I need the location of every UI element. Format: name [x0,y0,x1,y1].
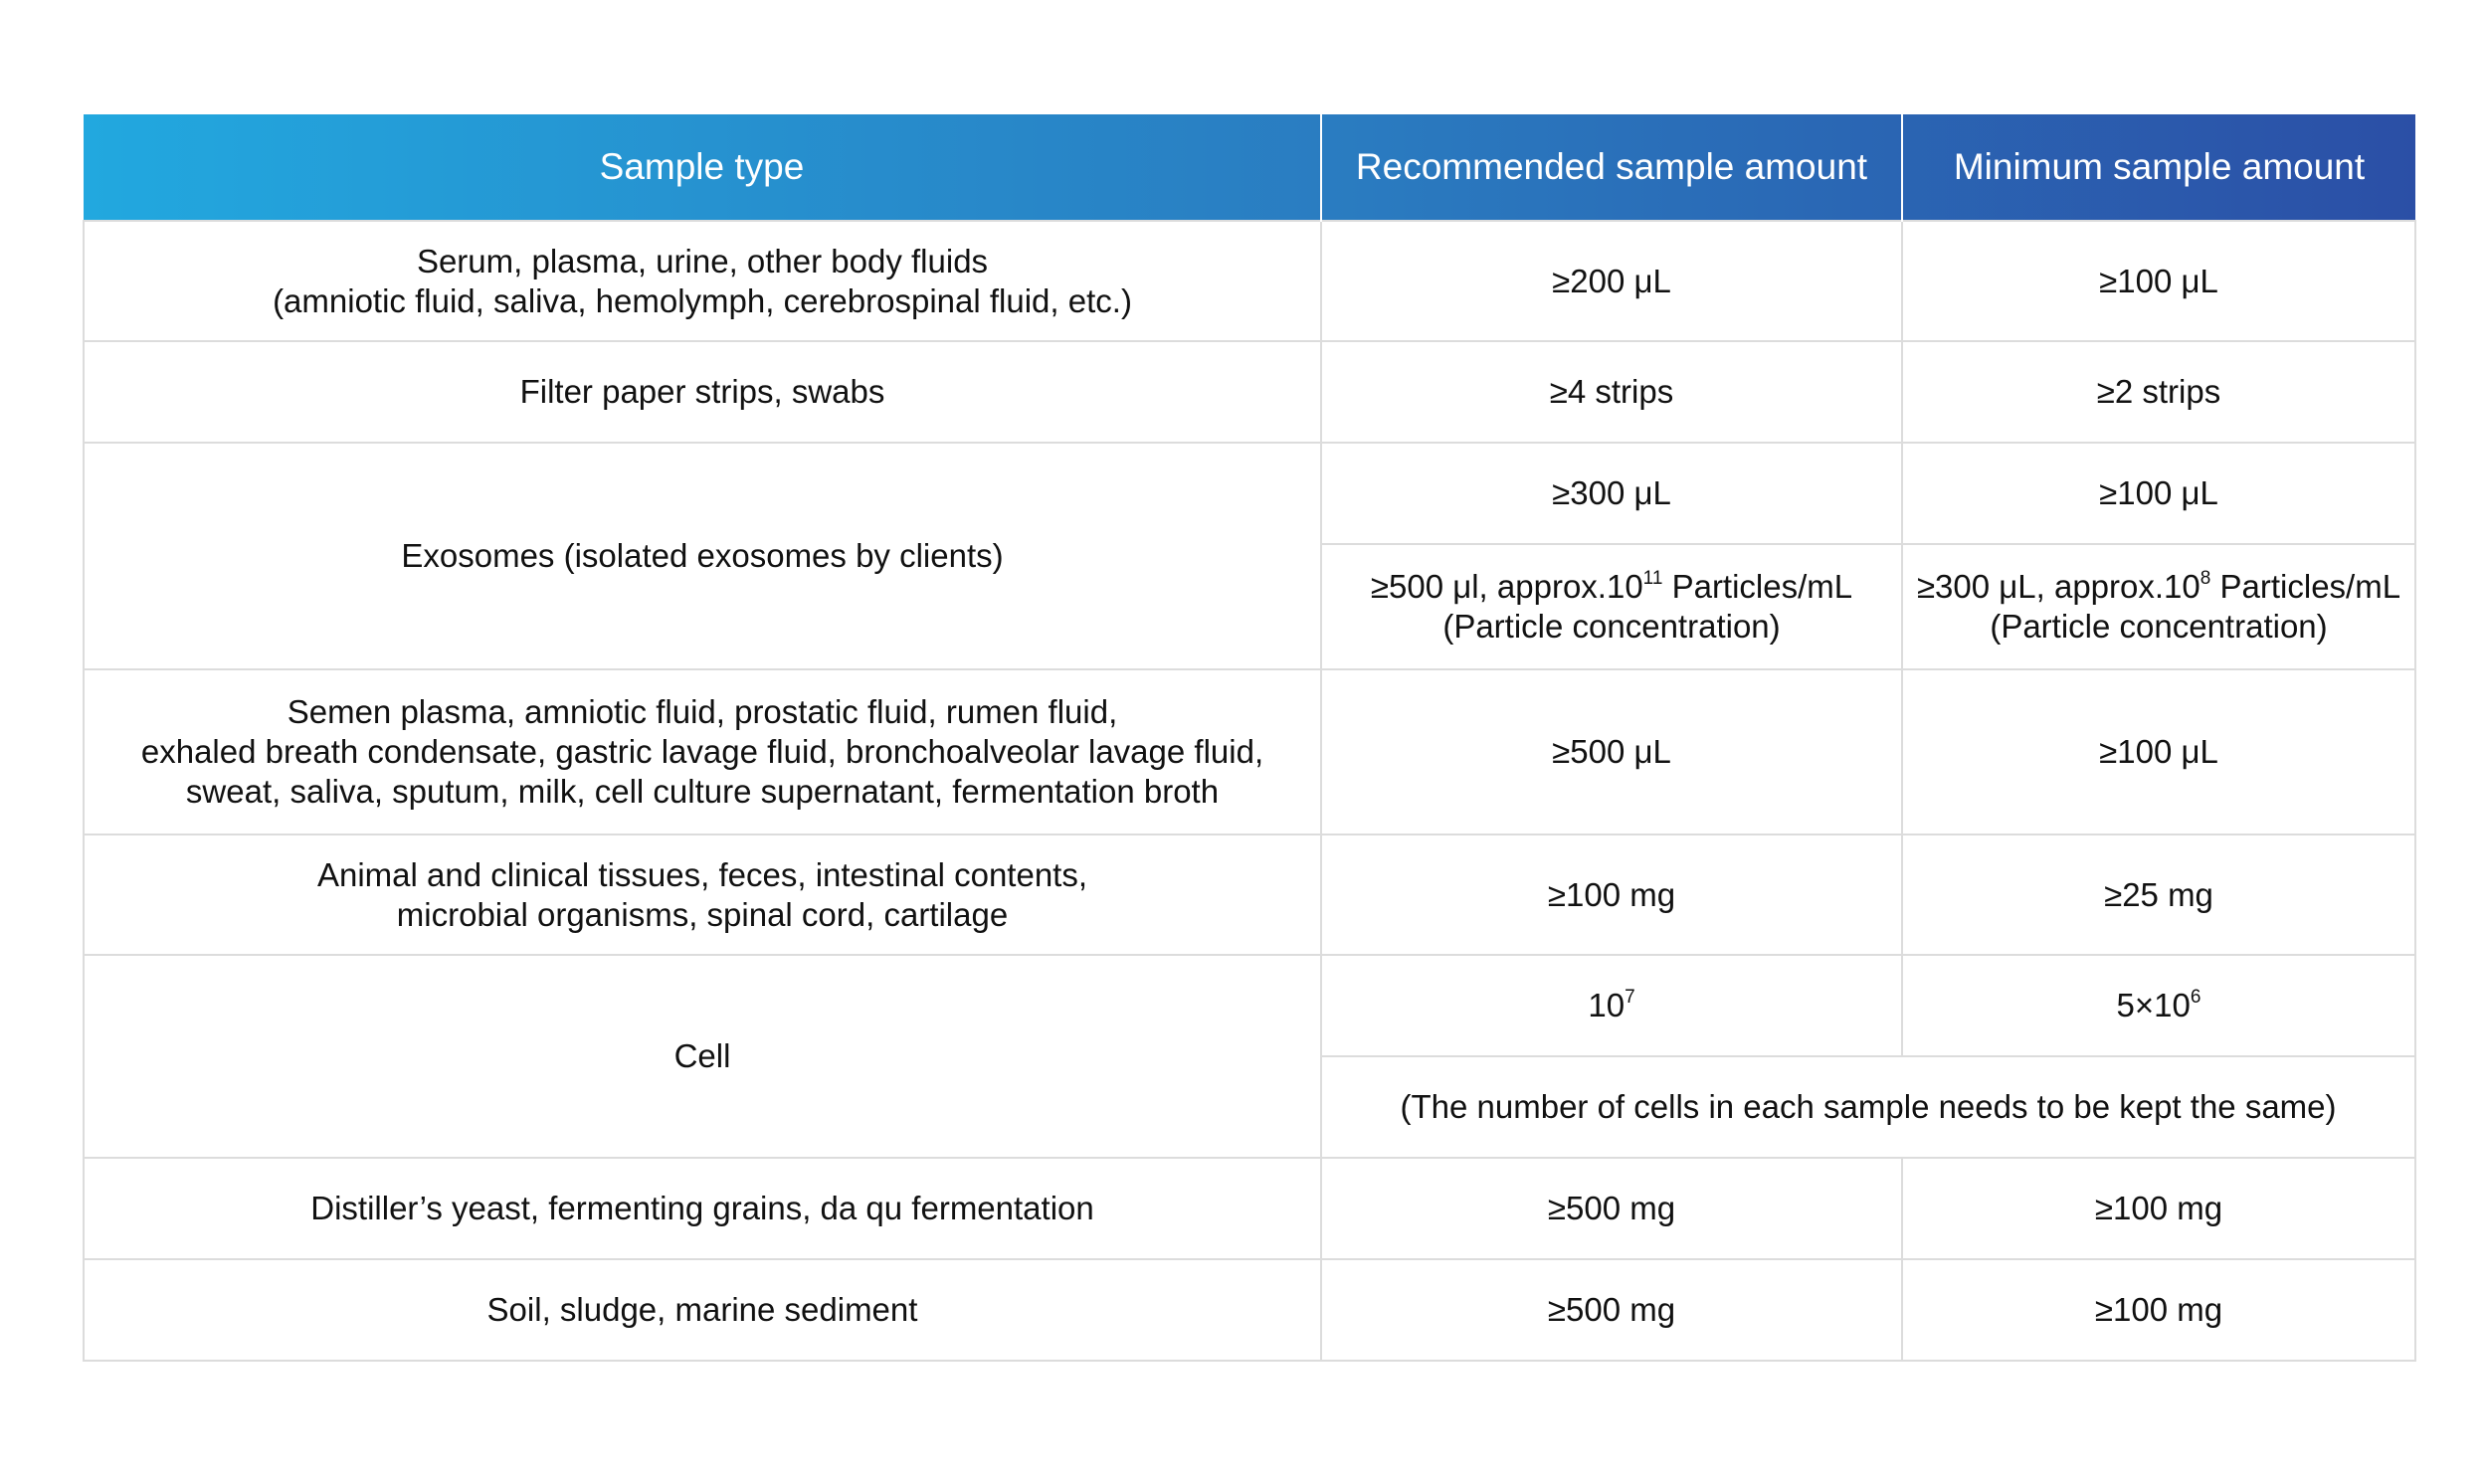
exponent: 7 [1625,987,1635,1008]
minimum-amount-cell: ≥100 μL [1902,669,2415,835]
sample-type-cell [84,221,1321,341]
table-row [84,669,2415,835]
recommended-amount-cell: ≥4 strips [1321,341,1902,443]
table-row [84,1259,2415,1361]
sample-type-line: microbial organisms, spinal cord, cartilage [396,895,1009,933]
minimum-amount-cell [1902,955,2415,1056]
amount-text: ≥300 μL, approx.10 [1916,568,2200,605]
sample-type-line: Animal and clinical tissues, feces, intestinal contents, [316,855,1088,893]
table-row [84,835,2415,955]
minimum-amount-cell: ≥2 strips [1902,341,2415,443]
sample-type-line: (amniotic fluid, saliva, hemolymph, cerebrospinal fluid, etc.) [273,281,1132,319]
header-row [84,114,2415,221]
sample-type-line: sweat, saliva, sputum, milk, cell culture supernatant, fermentation broth [185,773,1220,810]
header-sample-type: Sample type [599,146,805,187]
sample-requirements-table-container [83,114,2414,1362]
minimum-amount-cell: ≥25 mg [1902,835,2415,955]
sample-type-line: Semen plasma, amniotic fluid, prostatic fluid, rumen fluid, [287,693,1118,730]
table-body [84,221,2415,1361]
table-row [84,1158,2415,1259]
amount-note: (Particle concentration) [1990,608,2328,645]
recommended-amount-cell: ≥500 μL [1321,669,1902,835]
amount-base: 10 [1588,987,1626,1023]
sample-requirements-table [83,114,2416,1362]
minimum-amount-cell: ≥100 μL [1902,443,2415,544]
cell-note: (The number of cells in each sample needs to be kept the same) [1321,1056,2415,1158]
recommended-amount-cell: ≥200 μL [1321,221,1902,341]
sample-type-line: Serum, plasma, urine, other body fluids [416,242,989,279]
sample-type-cell: Distiller’s yeast, fermenting grains, da qu fermentation [84,1158,1321,1259]
table-row [84,955,2415,1056]
amount-unit: Particles/mL [1662,568,1853,605]
minimum-amount-cell: ≥100 mg [1902,1259,2415,1361]
amount-line [1330,567,1893,607]
minimum-amount-cell: ≥100 μL [1902,221,2415,341]
amount-unit: Particles/mL [2210,568,2401,605]
sample-type-cell: Cell [84,955,1321,1158]
minimum-amount-cell [1902,544,2415,669]
exponent: 6 [2190,987,2201,1008]
amount-line [1911,567,2406,607]
header-recommended-amount: Recommended sample amount [1321,114,1902,221]
sample-type-cell: Exosomes (isolated exosomes by clients) [84,443,1321,669]
recommended-amount-cell: ≥500 mg [1321,1259,1902,1361]
recommended-amount-cell [1321,955,1902,1056]
header-minimum-amount: Minimum sample amount [1902,114,2415,221]
table-header [84,114,2415,221]
exponent: 11 [1642,568,1663,589]
sample-type-cell [84,835,1321,955]
sample-type-cell: Filter paper strips, swabs [84,341,1321,443]
amount-base: 5×10 [2116,987,2191,1023]
table-row [84,341,2415,443]
exponent: 8 [2200,568,2211,589]
recommended-amount-cell: ≥300 μL [1321,443,1902,544]
recommended-amount-cell [1321,544,1902,669]
sample-type-line: exhaled breath condensate, gastric lavage fluid, bronchoalveolar lavage fluid, [140,733,1264,770]
sample-type-cell [84,669,1321,835]
table-row [84,443,2415,544]
sample-type-cell: Soil, sludge, marine sediment [84,1259,1321,1361]
recommended-amount-cell: ≥500 mg [1321,1158,1902,1259]
amount-note: (Particle concentration) [1442,608,1781,645]
amount-text: ≥500 μl, approx.10 [1370,568,1643,605]
minimum-amount-cell: ≥100 mg [1902,1158,2415,1259]
recommended-amount-cell: ≥100 mg [1321,835,1902,955]
table-row [84,221,2415,341]
